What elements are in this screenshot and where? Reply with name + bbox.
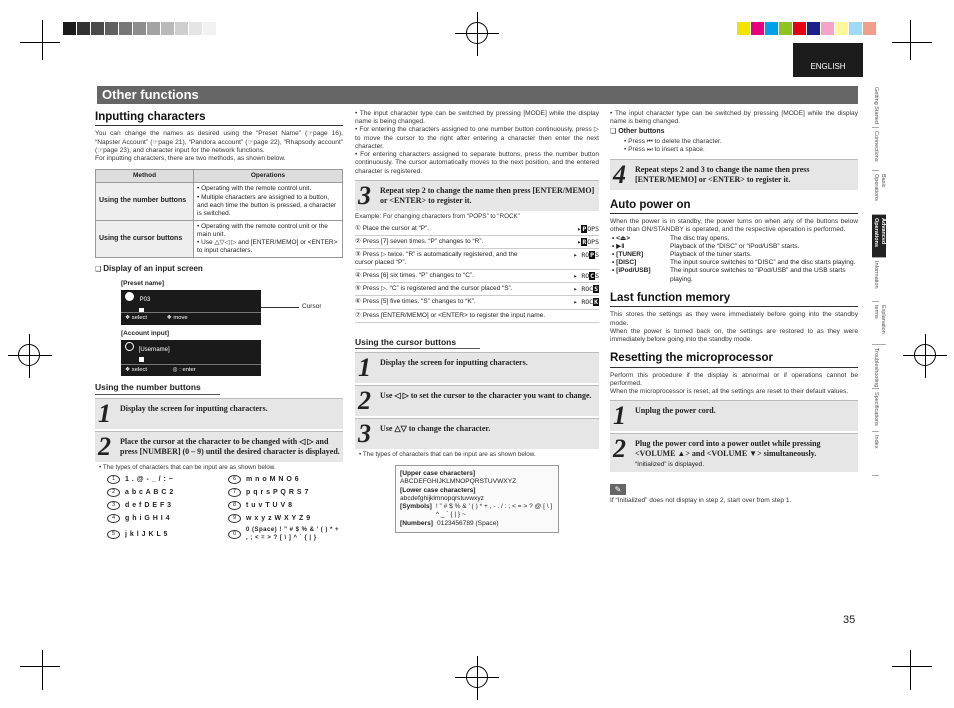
- step-text: Use ◁ ▷ to set the cursor to the character you want to change.: [380, 391, 592, 401]
- tab-index[interactable]: Index: [872, 432, 879, 476]
- intro-text: You can change the names as desired using the “Preset Name” (☞page 16), “Napster Account” (☞page 21), “Pandora account” (☞page 22), “Rhapsody account” (☞page 23), and character input for the network functions.: [95, 130, 343, 154]
- display-readout: ▸ ROCS: [573, 285, 598, 294]
- color-swatch: [203, 22, 216, 35]
- section-heading-reset: Resetting the microprocessor: [610, 351, 858, 367]
- step-2: [95, 431, 343, 462]
- tab-explanation-terms[interactable]: Explanation terms: [872, 302, 886, 346]
- column-inputting-characters: [95, 110, 343, 542]
- column-input-continued: [355, 110, 599, 533]
- crop-mark: [20, 666, 60, 667]
- step-number: 1: [98, 398, 111, 428]
- char-type-label: [Symbols]: [400, 503, 432, 511]
- crop-mark: [910, 20, 911, 60]
- color-swatch: [63, 22, 76, 35]
- list-item: • [TUNER] Playback of the tuner starts.: [612, 251, 752, 258]
- key-characters: j k l J K L 5: [125, 530, 168, 538]
- subheading-number-buttons: Using the number buttons: [95, 382, 220, 395]
- list-item: • Operating with the remote control unit.: [197, 185, 339, 193]
- tab-specifications[interactable]: Specifications: [872, 389, 879, 433]
- memo-text: If “Initialized” does not display in step 2, start over from step 1.: [610, 497, 792, 505]
- body-text: Perform this procedure if the display is abnormal or if operations cannot be performed.: [610, 371, 858, 387]
- number-key-icon: 3: [107, 501, 120, 510]
- color-swatch: [751, 22, 764, 35]
- number-key-icon: 7: [228, 488, 241, 497]
- crop-mark: [42, 20, 43, 60]
- cursor-callout-line: [261, 307, 299, 308]
- section-heading-last-function: Last function memory: [610, 291, 858, 307]
- color-swatch: [189, 22, 202, 35]
- crop-mark: [910, 650, 911, 690]
- example-step: ② Press [7] seven times. “P” changes to “R”.: [355, 237, 484, 245]
- color-swatch: [175, 22, 188, 35]
- crop-mark: [20, 42, 60, 43]
- example-step: ③ Press ▷ twice. “R” is automatically registered, and the cursor placed “P”.: [355, 250, 518, 267]
- intro-text: For inputting characters, there are two methods, as shown below.: [95, 155, 286, 163]
- example-label: Example: For changing characters from “POPS” to “ROCK”: [355, 212, 520, 220]
- preset-screen-title: P03: [139, 297, 151, 304]
- screen-footer: [121, 312, 261, 324]
- cursor-marker: [139, 357, 144, 362]
- list-item: [355, 296, 599, 309]
- list-item: [355, 270, 599, 283]
- display-readout: ▸ ROCK: [573, 298, 598, 307]
- footer-hint: ❖ move: [166, 315, 188, 322]
- body-text: When the power is turned back on, the settings are restored to as they were immediately before going into the standby mode.: [610, 327, 858, 344]
- number-key-icon: 2: [107, 488, 120, 497]
- bullet-text: • The input character type can be switched by pressing [MODE] while the display name is being changed.: [610, 110, 858, 126]
- number-key-icon: 4: [107, 514, 120, 523]
- step-text: Unplug the power cord.: [635, 406, 716, 416]
- color-swatch: [91, 22, 104, 35]
- home-icon: [125, 292, 134, 301]
- example-table: [355, 223, 599, 323]
- color-swatch: [779, 22, 792, 35]
- list-item: • Operating with the remote control unit or the main unit.: [197, 223, 339, 239]
- step-2: [355, 385, 599, 416]
- crop-mark: [29, 334, 30, 378]
- footer-hint: ❖ select: [125, 315, 147, 322]
- keypad-chart: [107, 475, 343, 542]
- crop-mark: [477, 656, 478, 700]
- list-item: [355, 236, 599, 249]
- step-number: 2: [613, 434, 626, 464]
- account-screen-title: [Username]: [138, 346, 170, 353]
- bullet-text: • Press ⏮ to delete the character.: [624, 138, 722, 146]
- display-readout: ▸ ROCS: [573, 272, 599, 281]
- example-step: ⑥ Press [5] five times. “S” changes to “K”.: [355, 298, 476, 306]
- subheading-cursor-buttons: Using the cursor buttons: [355, 337, 480, 350]
- step-subnote: “Initialized” is displayed.: [635, 461, 705, 469]
- key-entry: [107, 501, 222, 510]
- step-number: 3: [358, 180, 371, 210]
- key-entry: [228, 514, 343, 523]
- char-type-chars: 0123456789 (Space): [436, 519, 499, 527]
- step-1: [610, 400, 858, 431]
- color-swatch: [863, 22, 876, 35]
- step-text: Display the screen for inputting characters.: [120, 403, 268, 413]
- step-text: Repeat steps 2 and 3 to change the name then press [ENTER/MEMO] or <ENTER> to register it.: [635, 164, 810, 184]
- list-item: • <⏏> The disc tray opens.: [612, 234, 730, 242]
- color-swatch: [77, 22, 90, 35]
- table-header: Method: [96, 170, 194, 183]
- char-type-label: [Upper case characters]: [400, 470, 476, 478]
- step-number: 1: [613, 401, 626, 431]
- key-entry: [228, 488, 343, 497]
- cursor-callout: Cursor: [302, 303, 322, 311]
- number-key-icon: 8: [228, 501, 241, 510]
- body-text: When the power is in standby, the power turns on when any of the buttons below other than ON/STANDBY is operated, and the respective operation is performed.: [610, 218, 858, 234]
- tab-troubleshooting[interactable]: Troubleshooting: [872, 345, 879, 389]
- table-cell: [194, 220, 343, 258]
- step-2: [610, 433, 858, 472]
- subheading-display: ❑ Display of an input screen: [95, 264, 343, 275]
- char-type-chars: abcdefghijklmnopqrstuvwxyz: [400, 494, 484, 502]
- body-text: When the microprocessor is reset, all the settings are reset to their default values.: [610, 388, 849, 396]
- step-number: 4: [613, 159, 626, 189]
- key-characters: g h i G H I 4: [125, 514, 171, 522]
- key-entry: [107, 527, 222, 542]
- color-swatch: [835, 22, 848, 35]
- number-key-icon: 1: [107, 475, 120, 484]
- list-item: • [iPod/USB] The input source switches to “iPod/USB” and the USB starts playing.: [612, 267, 846, 283]
- step-3: [355, 418, 599, 449]
- side-index-tabs: [872, 84, 894, 476]
- list-item: [355, 283, 599, 296]
- color-swatch: [133, 22, 146, 35]
- step-note: • The types of characters that can be input are as shown below.: [359, 451, 536, 459]
- color-swatch: [807, 22, 820, 35]
- list-item: [355, 249, 599, 270]
- table-header: Operations: [194, 170, 343, 183]
- display-readout: ▸POPS: [577, 224, 599, 233]
- step-text: Display the screen for inputting characters.: [380, 358, 528, 368]
- preset-screen: [121, 290, 261, 324]
- bullet-text: • Press ⏭ to insert a space.: [624, 146, 705, 154]
- method-table: [95, 169, 343, 258]
- number-key-icon: 5: [107, 530, 120, 539]
- table-row: [96, 220, 343, 258]
- tab-information[interactable]: Information: [872, 258, 879, 302]
- step-note: • The types of characters that can be input are as shown below.: [99, 463, 276, 471]
- list-item: • [DISC] The input source switches to “DISC” and the disc starts playing.: [612, 259, 856, 267]
- bullet-text: • For entering characters assigned to separate buttons, press the number button continuously. The cursor automatically moves to the next position, and the entered character is registered.: [355, 151, 599, 175]
- key-characters: a b c A B C 2: [125, 488, 174, 496]
- table-row: [96, 183, 343, 221]
- crop-mark: [455, 677, 499, 678]
- table-cell: [194, 183, 343, 221]
- key-characters: 1 . @ - _ / : ~: [125, 475, 174, 483]
- character-types-box: [395, 465, 559, 533]
- key-entry: [107, 475, 222, 484]
- preset-label: [Preset name]: [121, 280, 164, 288]
- list-item: • ▶‖ Playback of the “DISC” or “iPod/USB” starts.: [612, 242, 800, 250]
- number-key-icon: 0: [228, 530, 241, 539]
- crop-mark: [455, 33, 499, 34]
- key-characters: t u v T U V 8: [246, 501, 293, 509]
- account-screen: [121, 340, 261, 376]
- crop-mark: [42, 650, 43, 690]
- screen-footer: [121, 364, 261, 376]
- step-text: Plug the power cord into a power outlet while pressing <VOLUME ▲> and <VOLUME ▼> simultaneously. “Initialized” is displayed.: [631, 437, 851, 469]
- step-1: [95, 398, 343, 429]
- crop-mark: [8, 355, 52, 356]
- body-text: This stores the settings as they were immediately before going into the standby mode.: [610, 311, 858, 327]
- section-heading-auto-power: Auto power on: [610, 198, 858, 214]
- number-key-icon: 9: [228, 514, 241, 523]
- tab-advanced-operations[interactable]: Advanced Operations: [872, 215, 886, 259]
- key-characters: p q r s P Q R S 7: [246, 488, 309, 496]
- memo-icon: ✎: [610, 484, 626, 495]
- crop-mark: [903, 355, 947, 356]
- color-swatch: [161, 22, 174, 35]
- color-swatch: [765, 22, 778, 35]
- crop-mark: [892, 666, 932, 667]
- bullet-text: • The input character type can be switched by pressing [MODE] while the display name is being changed.: [355, 110, 599, 126]
- step-number: 2: [358, 386, 371, 416]
- step-number: 3: [358, 419, 371, 449]
- step-text: Use △▽ to change the character.: [380, 424, 491, 434]
- step-number: 2: [98, 431, 111, 461]
- list-item: [355, 223, 599, 236]
- key-entry: [107, 514, 222, 523]
- step-3: [355, 180, 599, 211]
- page-number: 35: [843, 614, 856, 626]
- section-heading: Inputting characters: [95, 110, 343, 126]
- footer-hint: ◎ : enter: [172, 366, 196, 373]
- table-cell: Using the cursor buttons: [96, 220, 194, 258]
- example-step: ④ Press [6] six times. “P” changes to “C”.: [355, 272, 474, 280]
- step-4: [610, 159, 858, 190]
- key-entry: [107, 488, 222, 497]
- step-number: 1: [358, 353, 371, 383]
- color-swatch: [821, 22, 834, 35]
- key-characters: m n o M N O 6: [246, 475, 300, 483]
- number-key-icon: 6: [228, 475, 241, 484]
- tab-basic-operations[interactable]: Basic Operations: [872, 171, 886, 215]
- display-readout: ▸ ROPS: [573, 250, 599, 259]
- crop-mark: [892, 42, 932, 43]
- bullet-text: • For entering the characters assigned to one number button continuously, press ▷ to move the cursor to the right after entering a character then enter the next character.: [355, 126, 599, 150]
- settings-icon: [125, 342, 134, 351]
- button-list: [612, 235, 858, 284]
- step-text: Repeat step 2 to change the name then press [ENTER/MEMO] or <ENTER> to register it.: [380, 185, 595, 205]
- tab-getting-started[interactable]: Getting Started: [872, 84, 879, 128]
- char-type-label: [Lower case characters]: [400, 486, 476, 494]
- list-item: [355, 310, 599, 323]
- color-swatch: [737, 22, 750, 35]
- tab-connections[interactable]: Connections: [872, 128, 879, 172]
- list-item: • Multiple characters are assigned to a button, and each time the button is pressed, a character is switched.: [197, 194, 339, 218]
- char-type-label: [Numbers]: [400, 519, 433, 527]
- footer-hint: ❖ select: [125, 366, 147, 373]
- color-swatch: [849, 22, 862, 35]
- crop-mark: [477, 12, 478, 56]
- key-characters: 0 (Space) ! ” # $ % & ’ ( ) * + , ; < = > ? [ \ ] ^ ` { | }: [246, 527, 340, 541]
- example-step: ① Place the cursor at “P”.: [355, 224, 430, 232]
- color-swatch: [147, 22, 160, 35]
- table-cell: Using the number buttons: [96, 183, 194, 221]
- key-entry: [228, 475, 343, 484]
- key-characters: d e f D E F 3: [125, 501, 172, 509]
- language-tab: ENGLISH: [793, 43, 863, 77]
- key-entry: [228, 501, 343, 510]
- crop-mark: [925, 334, 926, 378]
- step-text: Place the cursor at the character to be changed with ◁ ▷ and press [NUMBER] (0 – 9) until the desired character is displayed.: [120, 436, 340, 456]
- example-step: ⑦ Press [ENTER/MEMO] or <ENTER> to register the input name.: [355, 311, 546, 319]
- subheading-other-buttons: ❑ Other buttons: [610, 128, 858, 137]
- key-entry: [228, 527, 343, 542]
- color-swatch: [105, 22, 118, 35]
- color-swatch: [119, 22, 132, 35]
- example-step: ⑤ Press ▷. “C” is registered and the cursor placed “S”.: [355, 285, 513, 293]
- account-label: [Account input]: [121, 329, 170, 337]
- display-readout: ▸ROPS: [577, 237, 599, 246]
- list-item: • Use △▽◁ ▷ and [ENTER/MEMO] or <ENTER> to input characters.: [197, 239, 339, 255]
- char-type-chars: ABCDEFGHIJKLMNOPQRSTUVWXYZ: [400, 478, 517, 486]
- key-characters: w x y z W X Y Z 9: [246, 514, 311, 522]
- color-swatch: [793, 22, 806, 35]
- column-other-settings: [610, 110, 858, 506]
- char-type-chars: ! ” # $ % & ’ ( ) * + , - . / : ; < = > ? @ [ \ ] ^ _ ` { | } ~: [435, 503, 553, 519]
- step-1: [355, 352, 599, 383]
- page-title: Other functions: [97, 86, 858, 104]
